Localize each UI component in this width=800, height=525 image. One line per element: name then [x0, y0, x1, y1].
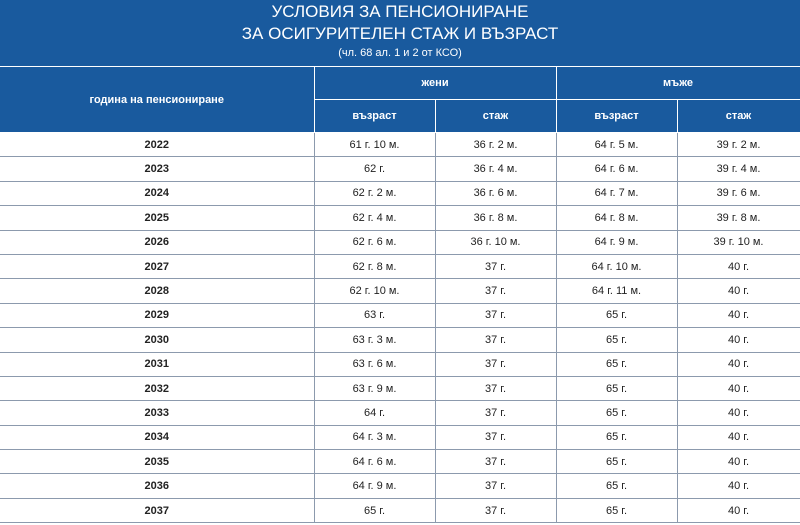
table-row [0, 474, 800, 498]
year-cell: 2029 [0, 303, 314, 327]
year-cell: 2026 [0, 230, 314, 254]
table-row [0, 157, 800, 181]
year-cell: 2032 [0, 376, 314, 400]
year-cell: 2037 [0, 498, 314, 522]
women-age-cell: 64 г. 9 м. [314, 474, 435, 498]
men-service-cell: 39 г. 4 м. [677, 157, 800, 181]
women-service-cell: 37 г. [435, 450, 556, 474]
women-age-cell: 64 г. 3 м. [314, 425, 435, 449]
women-group-header: жени [314, 67, 556, 100]
men-age-cell: 65 г. [556, 401, 677, 425]
year-cell: 2030 [0, 328, 314, 352]
table-row [0, 303, 800, 327]
women-age-cell: 62 г. 4 м. [314, 206, 435, 230]
men-service-cell: 39 г. 10 м. [677, 230, 800, 254]
women-age-cell: 65 г. [314, 498, 435, 522]
women-age-cell: 63 г. 6 м. [314, 352, 435, 376]
women-age-cell: 63 г. 3 м. [314, 328, 435, 352]
year-column-header: година на пенсиониране [0, 67, 314, 133]
women-age-cell: 63 г. [314, 303, 435, 327]
men-age-cell: 64 г. 7 м. [556, 181, 677, 205]
women-service-cell: 36 г. 10 м. [435, 230, 556, 254]
men-service-cell: 40 г. [677, 498, 800, 522]
year-cell: 2034 [0, 425, 314, 449]
men-service-header: стаж [677, 100, 800, 133]
women-service-cell: 37 г. [435, 425, 556, 449]
men-service-cell: 40 г. [677, 352, 800, 376]
women-age-cell: 62 г. 2 м. [314, 181, 435, 205]
women-service-cell: 37 г. [435, 328, 556, 352]
women-age-cell: 64 г. 6 м. [314, 450, 435, 474]
women-age-cell: 62 г. 8 м. [314, 254, 435, 278]
men-age-cell: 65 г. [556, 352, 677, 376]
year-cell: 2022 [0, 133, 314, 157]
men-age-cell: 65 г. [556, 376, 677, 400]
women-service-cell: 37 г. [435, 474, 556, 498]
women-service-cell: 37 г. [435, 498, 556, 522]
year-cell: 2031 [0, 352, 314, 376]
women-age-cell: 62 г. [314, 157, 435, 181]
women-service-cell: 37 г. [435, 254, 556, 278]
women-age-cell: 61 г. 10 м. [314, 133, 435, 157]
men-service-cell: 40 г. [677, 474, 800, 498]
year-cell: 2036 [0, 474, 314, 498]
table-row [0, 425, 800, 449]
men-age-cell: 65 г. [556, 328, 677, 352]
table-row [0, 279, 800, 303]
year-cell: 2023 [0, 157, 314, 181]
men-service-cell: 40 г. [677, 328, 800, 352]
men-age-cell: 64 г. 5 м. [556, 133, 677, 157]
men-age-cell: 65 г. [556, 425, 677, 449]
men-group-header: мъже [556, 67, 800, 100]
women-service-cell: 36 г. 8 м. [435, 206, 556, 230]
men-service-cell: 40 г. [677, 425, 800, 449]
year-cell: 2028 [0, 279, 314, 303]
table-row [0, 133, 800, 157]
legal-reference-note: (чл. 68 ал. 1 и 2 от КСО) [338, 47, 462, 59]
table-row [0, 206, 800, 230]
men-age-cell: 64 г. 8 м. [556, 206, 677, 230]
table-row [0, 450, 800, 474]
women-age-cell: 62 г. 10 м. [314, 279, 435, 303]
men-service-cell: 40 г. [677, 450, 800, 474]
women-service-cell: 36 г. 6 м. [435, 181, 556, 205]
table-body [0, 133, 800, 523]
men-service-cell: 40 г. [677, 401, 800, 425]
women-service-cell: 36 г. 4 м. [435, 157, 556, 181]
women-service-cell: 36 г. 2 м. [435, 133, 556, 157]
table-row [0, 376, 800, 400]
title-line-1: УСЛОВИЯ ЗА ПЕНСИОНИРАНЕ [271, 2, 529, 21]
men-service-cell: 40 г. [677, 254, 800, 278]
men-service-cell: 39 г. 8 м. [677, 206, 800, 230]
year-cell: 2027 [0, 254, 314, 278]
women-service-cell: 37 г. [435, 352, 556, 376]
women-service-cell: 37 г. [435, 279, 556, 303]
men-age-cell: 65 г. [556, 450, 677, 474]
year-cell: 2025 [0, 206, 314, 230]
men-age-cell: 64 г. 10 м. [556, 254, 677, 278]
table-row [0, 254, 800, 278]
men-age-cell: 65 г. [556, 303, 677, 327]
women-service-cell: 37 г. [435, 401, 556, 425]
men-age-cell: 64 г. 6 м. [556, 157, 677, 181]
women-age-header: възраст [314, 100, 435, 133]
table-row [0, 352, 800, 376]
men-service-cell: 40 г. [677, 279, 800, 303]
women-age-cell: 62 г. 6 м. [314, 230, 435, 254]
men-service-cell: 40 г. [677, 376, 800, 400]
men-service-cell: 39 г. 6 м. [677, 181, 800, 205]
table-row [0, 401, 800, 425]
men-age-cell: 64 г. 11 м. [556, 279, 677, 303]
men-age-cell: 64 г. 9 м. [556, 230, 677, 254]
women-age-cell: 63 г. 9 м. [314, 376, 435, 400]
table-row [0, 498, 800, 522]
table-row [0, 328, 800, 352]
table-header [0, 67, 800, 133]
table-row [0, 181, 800, 205]
women-age-cell: 64 г. [314, 401, 435, 425]
women-service-cell: 37 г. [435, 303, 556, 327]
title-line-2: ЗА ОСИГУРИТЕЛЕН СТАЖ И ВЪЗРАСТ [241, 24, 559, 43]
men-age-cell: 65 г. [556, 498, 677, 522]
year-cell: 2024 [0, 181, 314, 205]
year-cell: 2035 [0, 450, 314, 474]
women-service-header: стаж [435, 100, 556, 133]
men-age-cell: 65 г. [556, 474, 677, 498]
men-service-cell: 39 г. 2 м. [677, 133, 800, 157]
women-service-cell: 37 г. [435, 376, 556, 400]
table-row [0, 230, 800, 254]
men-age-header: възраст [556, 100, 677, 133]
year-cell: 2033 [0, 401, 314, 425]
title-banner [0, 0, 800, 66]
men-service-cell: 40 г. [677, 303, 800, 327]
retirement-conditions-table [0, 66, 800, 523]
